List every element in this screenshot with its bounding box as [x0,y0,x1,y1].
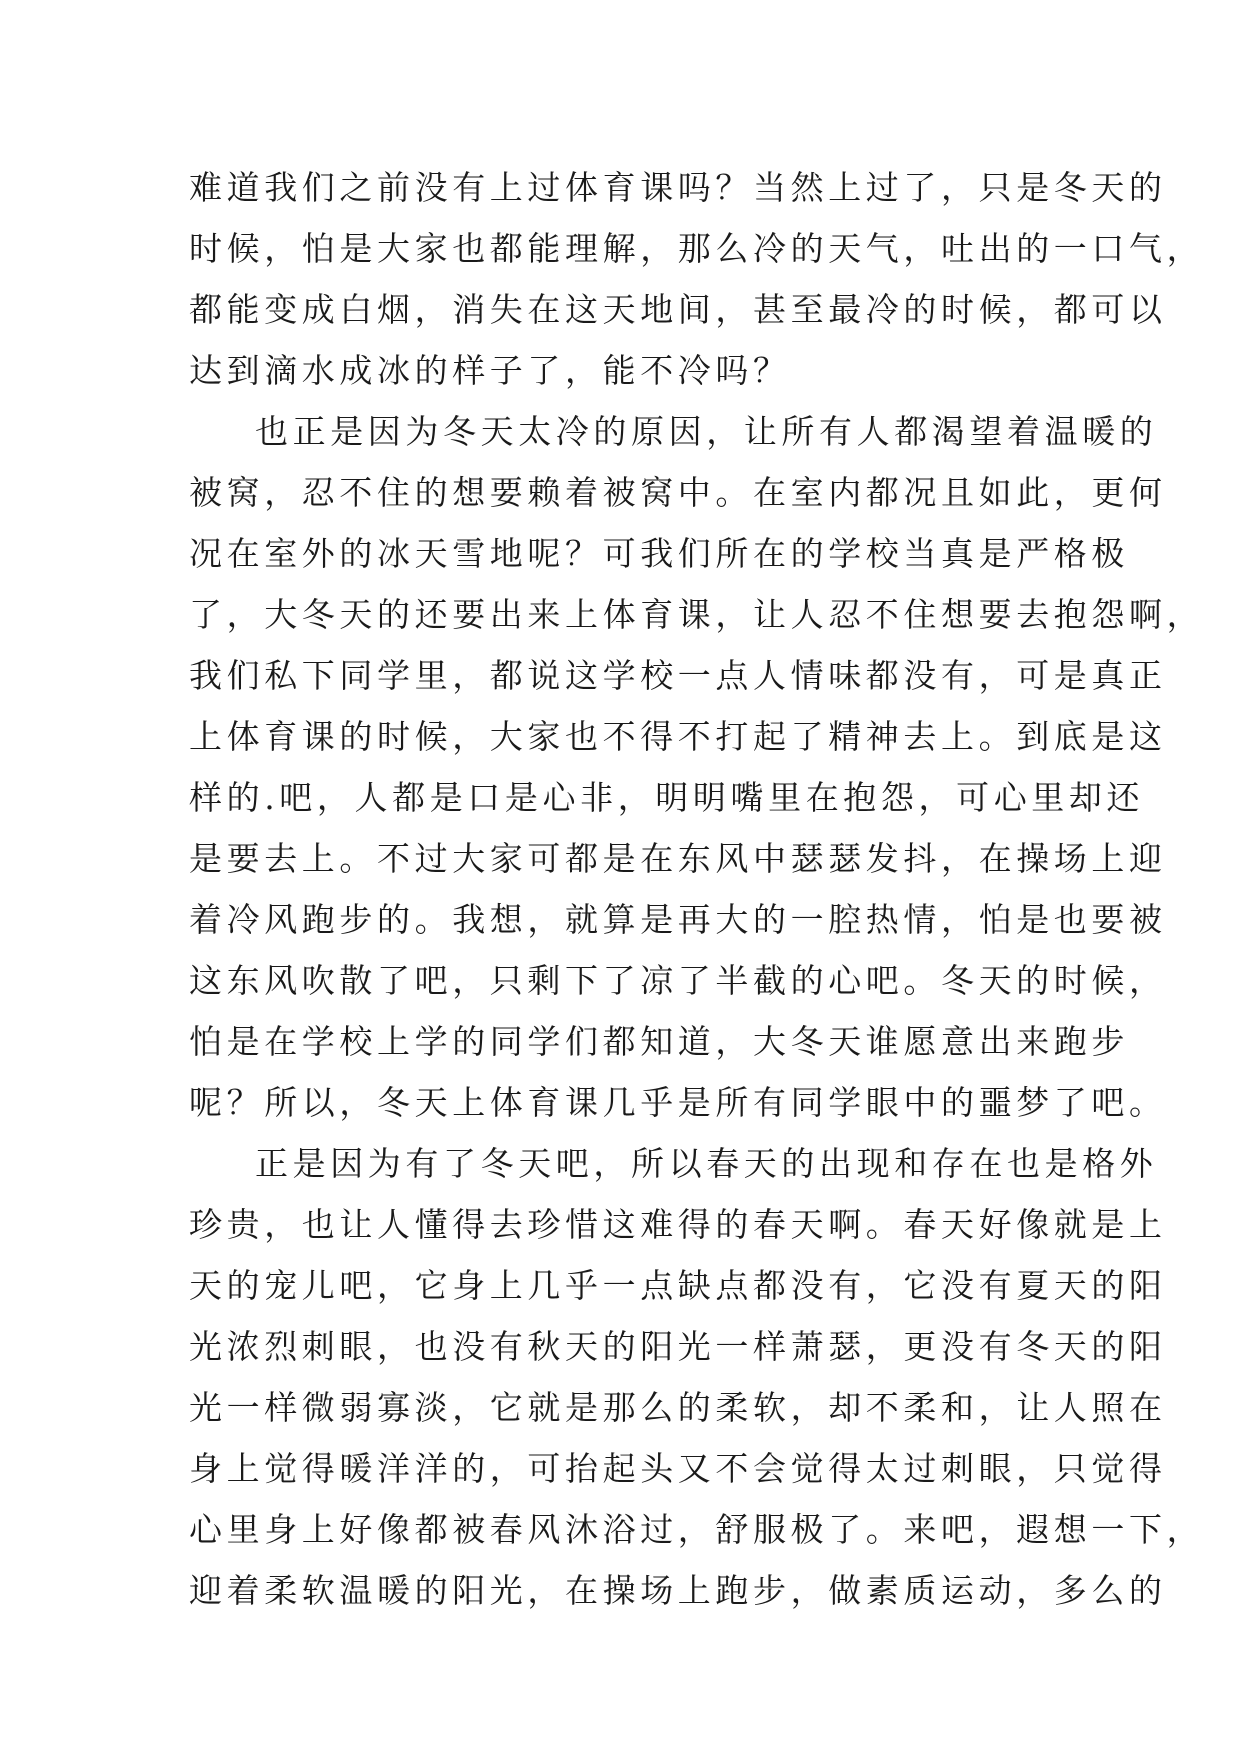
body-text [189,157,1205,1621]
text-line: 身上觉得暖洋洋的，可抬起头又不会觉得太过刺眼，只觉得 [189,1449,1167,1488]
text-line: 着冷风跑步的。我想，就算是再大的一腔热情，怕是也要被 [189,900,1167,939]
paragraph-start-line: 正是因为有了冬天吧，所以春天的出现和存在也是格外 [255,1144,1158,1183]
text-line: 时候，怕是大家也都能理解，那么冷的天气，吐出的一口气， [189,229,1205,268]
text-line: 被窝，忍不住的想要赖着被窝中。在室内都况且如此，更何 [189,473,1167,512]
text-line: 珍贵，也让人懂得去珍惜这难得的春天啊。春天好像就是上 [189,1205,1167,1244]
text-line: 怕是在学校上学的同学们都知道，大冬天谁愿意出来跑步 [189,1022,1129,1061]
text-line: 呢？所以，冬天上体育课几乎是所有同学眼中的噩梦了吧。 [189,1083,1167,1122]
text-line: 天的宠儿吧，它身上几乎一点缺点都没有，它没有夏天的阳 [189,1266,1167,1305]
text-line: 了，大冬天的还要出来上体育课，让人忍不住想要去抱怨啊， [189,595,1205,634]
text-line: 光浓烈刺眼，也没有秋天的阳光一样萧瑟，更没有冬天的阳 [189,1327,1167,1366]
text-line: 是要去上。不过大家可都是在东风中瑟瑟发抖，在操场上迎 [189,839,1167,878]
text-line: 我们私下同学里，都说这学校一点人情味都没有，可是真正 [189,656,1167,695]
text-line: 上体育课的时候，大家也不得不打起了精神去上。到底是这 [189,717,1167,756]
text-line: 样的.吧，人都是口是心非，明明嘴里在抱怨，可心里却还 [189,778,1145,817]
text-line: 迎着柔软温暖的阳光，在操场上跑步，做素质运动，多么的 [189,1571,1167,1610]
text-line: 都能变成白烟，消失在这天地间，甚至最冷的时候，都可以 [189,290,1167,329]
paragraph-start-line: 也正是因为冬天太冷的原因，让所有人都渴望着温暖的 [255,412,1158,451]
text-line: 达到滴水成冰的样子了，能不冷吗？ [189,351,791,390]
text-line: 难道我们之前没有上过体育课吗？当然上过了，只是冬天的 [189,168,1167,207]
text-line: 心里身上好像都被春风沐浴过，舒服极了。来吧，遐想一下， [189,1510,1205,1549]
text-line: 这东风吹散了吧，只剩下了凉了半截的心吧。冬天的时候， [189,961,1167,1000]
text-line: 光一样微弱寡淡，它就是那么的柔软，却不柔和，让人照在 [189,1388,1167,1427]
text-line: 况在室外的冰天雪地呢？可我们所在的学校当真是严格极 [189,534,1129,573]
